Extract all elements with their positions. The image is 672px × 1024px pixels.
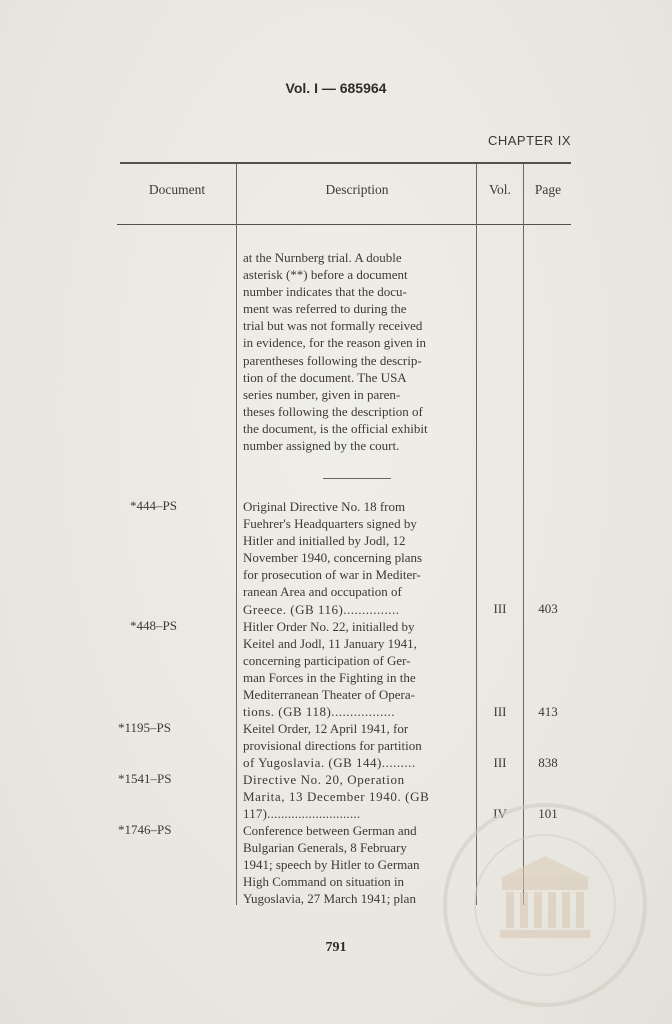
row-description (243, 618, 470, 721)
document-id: *444–PS (130, 498, 177, 513)
volume-value: III (493, 704, 507, 719)
table-top-rule (120, 162, 571, 164)
column-header-description: Description (325, 182, 389, 197)
text-line: Hitler Order No. 22, initialled by (243, 619, 415, 634)
text-line: trial but was not formally received (243, 318, 423, 334)
text-line: Keitel Order, 12 April 1941, for (243, 721, 409, 736)
volume-header: Vol. I — 685964 (285, 80, 387, 96)
text-line: ment was referred to during the (243, 301, 407, 317)
volume-value: III (493, 601, 507, 616)
row-description (243, 720, 470, 771)
row-description (243, 771, 470, 822)
text-line: of Yugoslavia. (GB 144)......... (243, 755, 416, 771)
library-seal-watermark (440, 800, 650, 1010)
text-line: Directive No. 20, Operation (243, 772, 405, 787)
text-line: tion of the document. The USA (243, 369, 407, 385)
text-line: Marita, 13 December 1940. (GB (243, 789, 430, 805)
text-line: Keitel and Jodl, 11 January 1941, (243, 636, 417, 652)
text-line: theses following the description of (243, 403, 423, 419)
page-value: 413 (538, 704, 558, 719)
document-id: *1195–PS (118, 720, 171, 735)
text-line: man Forces in the Fighting in the (243, 670, 416, 686)
volume-value: III (493, 755, 507, 770)
text-line: for prosecution of war in Mediter- (243, 567, 421, 583)
page-value: 403 (538, 601, 558, 616)
text-line: series number, given in paren- (243, 386, 401, 402)
text-line: number indicates that the docu- (243, 284, 407, 300)
text-line: High Command on situation in (243, 874, 405, 890)
document-id: *1746–PS (118, 822, 172, 837)
text-line: Bulgarian Generals, 8 February (243, 840, 407, 856)
text-line: Hitler and initialled by Jodl, 12 (243, 533, 406, 549)
row-description (243, 498, 470, 618)
text-line: Yugoslavia, 27 March 1941; plan (243, 891, 416, 907)
page-value: 838 (538, 755, 558, 770)
page-number: 791 (325, 940, 347, 955)
text-line: parentheses following the descrip- (243, 352, 422, 368)
text-line: Conference between German and (243, 823, 417, 838)
chapter-heading: CHAPTER IX (487, 133, 571, 148)
column-divider-3 (523, 164, 524, 905)
text-line: number assigned by the court. (243, 438, 400, 454)
text-line: asterisk (**) before a document (243, 267, 408, 283)
text-line: tions. (GB 118)................. (243, 704, 396, 720)
column-header-vol: Vol. (489, 182, 511, 197)
text-line: Original Directive No. 18 from (243, 499, 406, 514)
intro-paragraph (243, 249, 470, 454)
column-divider-2 (476, 164, 477, 905)
volume-value: IV (493, 806, 507, 821)
column-header-page: Page (534, 182, 562, 197)
page-value: 101 (538, 806, 558, 821)
text-line: the document, is the official exhibit (243, 420, 428, 436)
text-line: 117)........................... (243, 806, 361, 822)
text-line: ranean Area and occupation of (243, 584, 402, 600)
text-line: provisional directions for partition (243, 738, 422, 754)
column-header-document: Document (148, 182, 206, 197)
section-separator (323, 478, 391, 479)
text-line: 1941; speech by Hitler to German (243, 857, 420, 873)
document-id: *1541–PS (118, 771, 172, 786)
text-line: November 1940, concerning plans (243, 550, 423, 566)
row-description (243, 822, 470, 907)
column-divider-1 (236, 164, 237, 905)
text-line: at the Nurnberg trial. A double (243, 250, 402, 265)
text-line: Greece. (GB 116)............... (243, 601, 400, 617)
text-line: Mediterranean Theater of Opera- (243, 687, 415, 703)
document-id: *448–PS (130, 618, 177, 633)
table-header-rule (117, 224, 571, 225)
text-line: Fuehrer's Headquarters signed by (243, 516, 417, 532)
text-line: in evidence, for the reason given in (243, 335, 427, 351)
text-line: concerning participation of Ger- (243, 653, 411, 669)
